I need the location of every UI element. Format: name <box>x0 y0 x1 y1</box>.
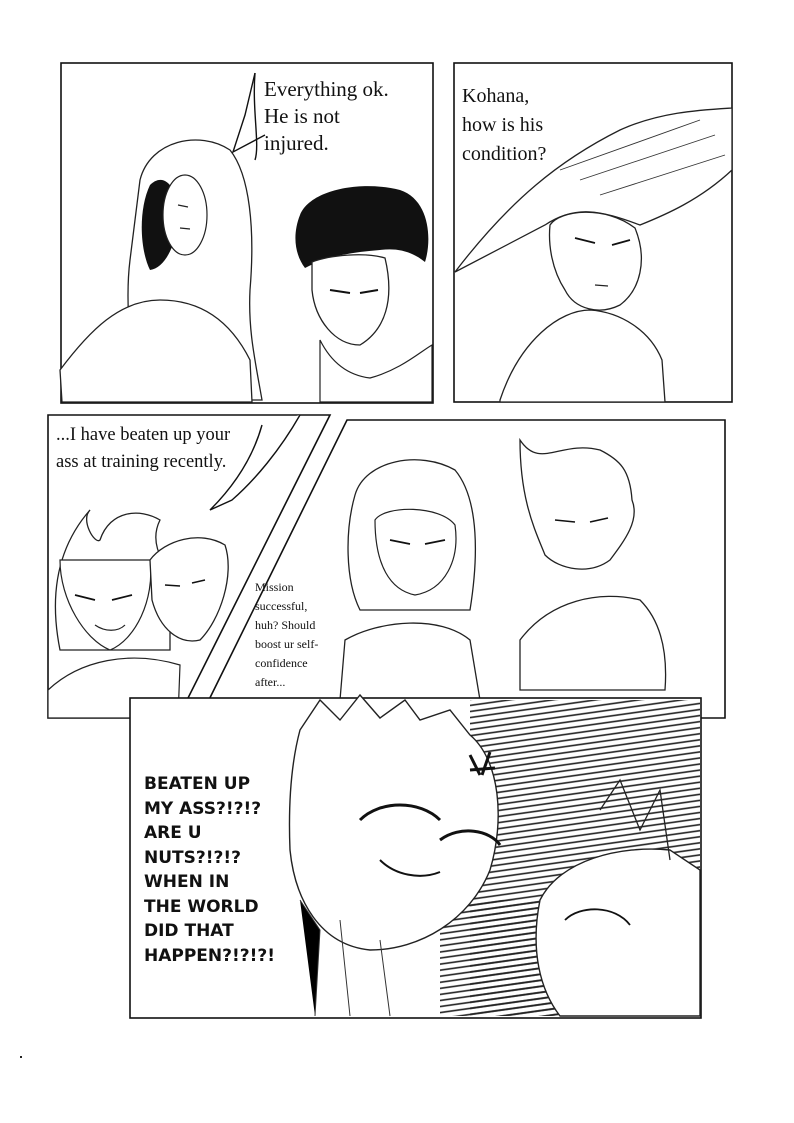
speech-bubble-mission: Mission successful, huh? Should boost ur self- confidence after... <box>255 580 319 689</box>
speech-bubble-kohana-question: Kohana, how is his condition? <box>462 85 547 165</box>
speech-bubble-everything-ok: Everything ok. He is not injured. <box>264 77 389 155</box>
page-speck <box>20 1056 22 1058</box>
shout-text: BEATEN UP MY ASS?!?!? ARE U NUTS?!?!? WHEN IN THE WORLD DID THAT HAPPEN?!?!?! <box>144 774 275 966</box>
speech-bubble-beaten-up: ...I have beaten up your ass at training recently. <box>56 425 231 472</box>
